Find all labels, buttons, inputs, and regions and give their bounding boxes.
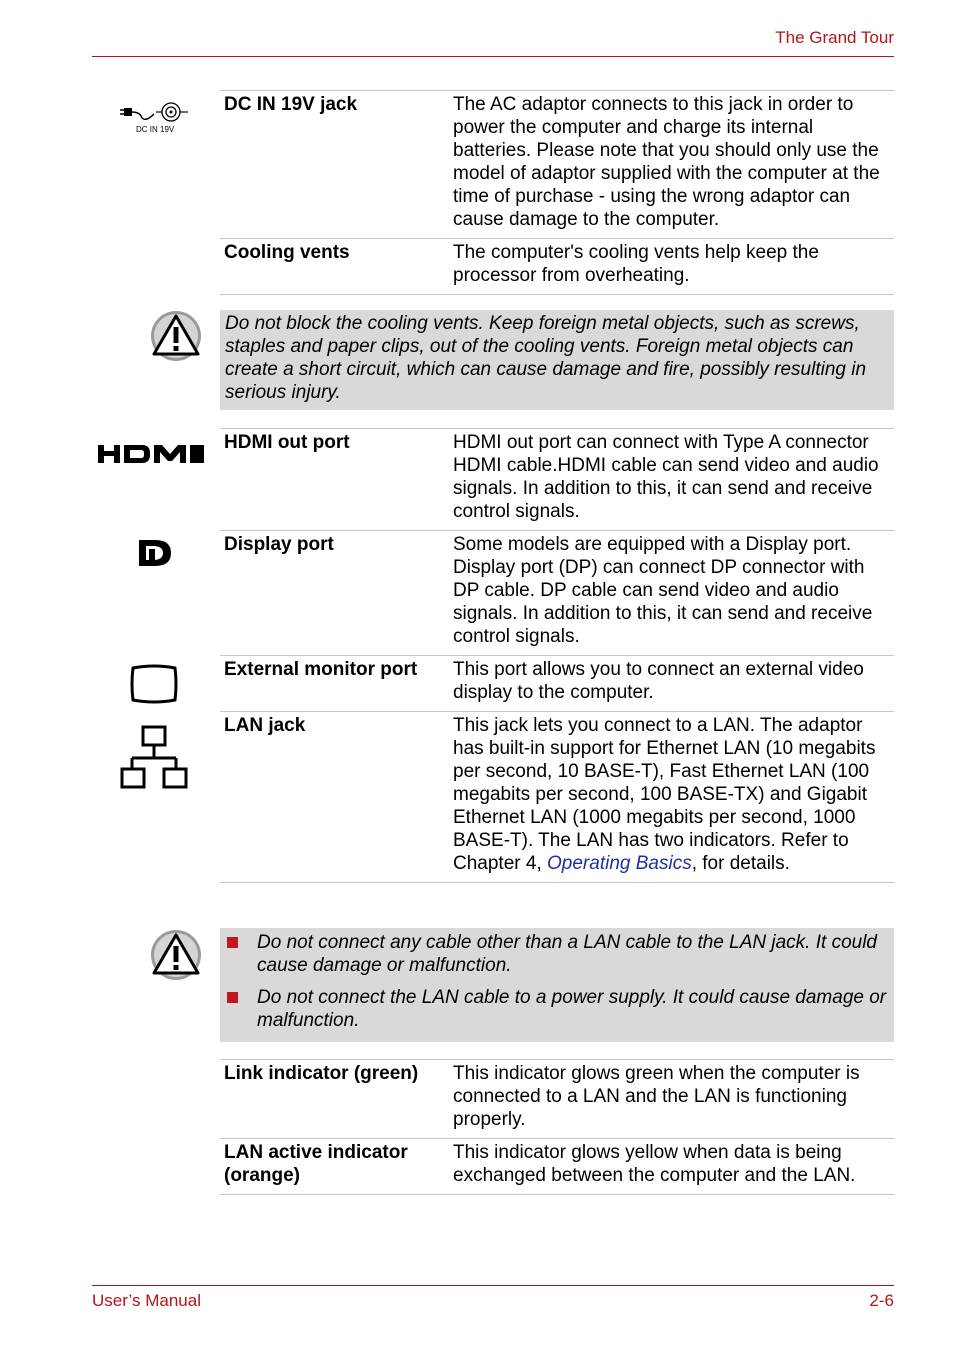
caution-icon xyxy=(150,929,202,981)
desc-hdmi: HDMI out port can connect with Type A connector HDMI cable.HDMI cable can send video and audio signals. In addition to this, it can send and receive control signals. xyxy=(453,432,879,522)
desc-dc-in: The AC adaptor connects to this jack in order to power the computer and charge its internal batteries. Please note that you should only use the model of adaptor supplied with the computer at the time of purchase - using the wrong adaptor can cause damage to the computer. xyxy=(453,94,880,230)
term-external-monitor: External monitor port xyxy=(224,659,418,680)
operating-basics-link[interactable]: Operating Basics xyxy=(547,853,692,874)
lan-icon xyxy=(119,724,189,792)
ports-table-2 xyxy=(220,428,894,883)
term-lan-active-indicator: LAN active indicator (orange) xyxy=(224,1142,408,1186)
caution-icon xyxy=(150,310,202,362)
caution-bullet-text: Do not connect any cable other than a LAN cable to the LAN jack. It could cause damage or malfunction. xyxy=(257,932,877,976)
desc-external-monitor: This port allows you to connect an external video display to the computer. xyxy=(453,659,864,703)
desc-lan-jack-text: This jack lets you connect to a LAN. The adaptor has built-in support for Ethernet LAN (10 megabits per second, 10 BASE-T), Fast Ethernet LAN (100 megabits per second, 100 BASE-TX) and Gigabit Ethernet LAN (1000 megabits per second, 1000 BASE-T). The LAN has two indicators. Refer to Chapter 4, xyxy=(453,715,876,874)
table-row xyxy=(220,429,894,531)
desc-lan-active-indicator: This indicator glows yellow when data is being exchanged between the computer and the LAN. xyxy=(453,1142,856,1186)
desc-display-port: Some models are equipped with a Display port. Display port (DP) can connect DP connector with DP cable. DP cable can send video and audio signals. In addition to this, it can send and receive control signals. xyxy=(453,534,873,647)
term-cooling-vents: Cooling vents xyxy=(224,242,350,263)
term-lan-jack: LAN jack xyxy=(224,715,306,736)
dc-in-icon-label: DC IN 19V xyxy=(136,125,175,134)
desc-cooling-vents: The computer's cooling vents help keep the processor from overheating. xyxy=(453,242,819,286)
header-rule xyxy=(92,56,894,57)
list-item xyxy=(225,931,888,977)
desc-lan-jack xyxy=(445,712,894,883)
caution-bullet-list xyxy=(225,931,888,1032)
indicators-table xyxy=(220,1059,894,1195)
bullet-square-icon xyxy=(227,992,238,1003)
table-row xyxy=(220,91,894,239)
desc-lan-jack-tail: , for details. xyxy=(691,853,790,874)
running-header: The Grand Tour xyxy=(775,28,894,47)
table-row xyxy=(220,712,894,883)
table-row xyxy=(220,531,894,656)
term-link-indicator: Link indicator (green) xyxy=(224,1063,419,1084)
hdmi-icon xyxy=(96,444,208,464)
table-row xyxy=(220,1139,894,1195)
page-number: 2-6 xyxy=(869,1291,894,1310)
footer-rule xyxy=(92,1285,894,1286)
list-item xyxy=(225,986,888,1032)
desc-link-indicator: This indicator glows green when the computer is connected to a LAN and the LAN is functioning properly. xyxy=(453,1063,860,1130)
monitor-icon xyxy=(129,664,179,704)
footer-manual-title: User’s Manual xyxy=(92,1291,201,1310)
table-row xyxy=(220,239,894,295)
dc-in-icon xyxy=(118,100,194,136)
table-row xyxy=(220,1060,894,1139)
ports-table-1 xyxy=(220,90,894,295)
term-dc-in: DC IN 19V jack xyxy=(224,94,358,115)
bullet-square-icon xyxy=(227,937,238,948)
caution-note-lan xyxy=(220,928,894,1042)
table-row xyxy=(220,656,894,712)
displayport-icon xyxy=(137,538,173,568)
term-hdmi: HDMI out port xyxy=(224,432,350,453)
term-display-port: Display port xyxy=(224,534,334,555)
caution-text: Do not block the cooling vents. Keep foreign metal objects, such as screws, staples and paper clips, out of the cooling vents. Foreign metal objects can create a short circuit, which can cause damage and fire, possibly resulting in serious injury. xyxy=(225,313,867,403)
caution-note-cooling-vents xyxy=(220,310,894,410)
caution-bullet-text: Do not connect the LAN cable to a power supply. It could cause damage or malfunction. xyxy=(257,987,887,1031)
